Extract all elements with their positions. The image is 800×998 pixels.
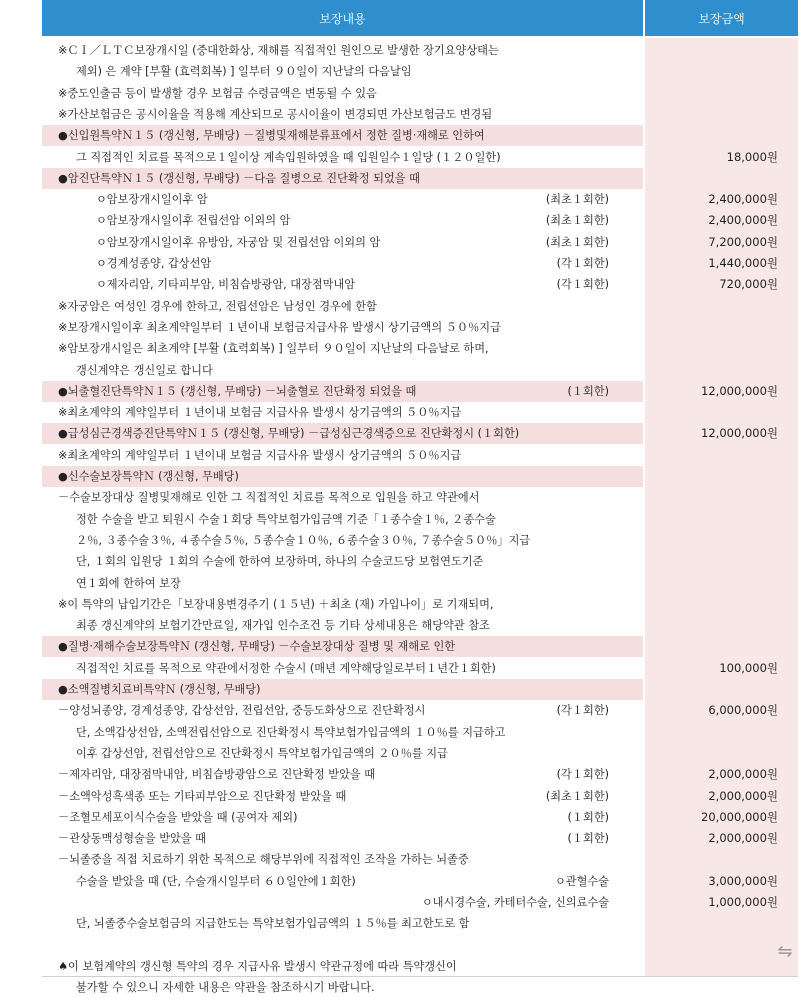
content-text: －뇌졸중을 직접 치료하기 위한 목적으로 해당부위에 직접적인 조작을 가하는 뇌졸중 [58, 853, 469, 867]
content-row [42, 764, 643, 785]
content-text: 갱신계약은 갱신일로 합니다 [76, 363, 213, 377]
content-row [42, 253, 643, 274]
content-text: －수술보장대상 질병및재해로 인한 그 직접적인 치료를 목적으로 입원을 하고 약관에서 [58, 491, 480, 505]
coverage-amount: 2,000,000원 [708, 767, 778, 782]
content-row [42, 338, 643, 359]
header-coverage-amount: 보장금액 [645, 0, 798, 36]
content-text: ２％, ３종수술３％, ４종수술５％, ５종수술１０％, ６종수술３０％, ７종수술５０％」지급 [76, 533, 531, 547]
content-row [42, 913, 643, 934]
content-row [42, 61, 643, 82]
content-text: 제외) 은 계약 [부활 (효력회복) ] 일부터 ９０일이 지난날의 다음날임 [76, 65, 412, 79]
limit-note: (최초１회한) [545, 193, 609, 207]
content-text: －조혈모세포이식수술을 받았을 때 (공여자 제외) [58, 810, 298, 824]
content-row [42, 743, 643, 764]
coverage-amount: 2,400,000원 [708, 192, 778, 207]
limit-note: (각１회한) [556, 704, 609, 718]
header-coverage-content: 보장내용 [42, 0, 643, 36]
limit-note: (최초１회한) [545, 789, 609, 803]
content-text: ㅇ제자리암, 기타피부암, 비침습방광암, 대장점막내암 [96, 278, 356, 292]
content-row [42, 189, 643, 210]
content-row [42, 487, 643, 508]
coverage-amount: 20,000,000원 [701, 809, 778, 824]
content-text: ※ＣＩ／ＬＴＣ보장개시일 (중대한화상, 재해를 직접적인 원인으로 발생한 장기요양상태는 [58, 44, 499, 57]
content-row [42, 849, 643, 870]
content-row [42, 232, 643, 253]
content-text: 최종 갱신계약의 보험기간만료일, 재가입 인수조건 등 기타 상세내용은 해당약관 참조 [76, 619, 490, 633]
limit-note: (최초１회한) [545, 214, 609, 228]
content-row [42, 594, 643, 615]
content-text: 단, １회의 입원당 １회의 수술에 한하여 보장하며, 하나의 수술코드당 보험연도기준 [76, 555, 484, 569]
coverage-amount: 12,000,000원 [701, 383, 778, 398]
coverage-amount: 7,200,000원 [708, 234, 778, 249]
limit-note: (１회한) [567, 832, 609, 846]
content-row [42, 360, 643, 381]
coverage-amount: 6,000,000원 [708, 703, 778, 718]
content-text: 정한 수술을 받고 퇴원시 수술１회당 특약보험가입금액 기준「１종수술１％, ２종수술 [76, 512, 496, 526]
content-row [42, 274, 643, 295]
content-row [42, 871, 643, 892]
limit-note: (각１회한) [556, 278, 609, 292]
content-row [42, 104, 643, 125]
limit-note: (각１회한) [556, 257, 609, 270]
coverage-amount: 2,400,000원 [708, 213, 778, 228]
content-text: ●뇌출혈진단특약Ｎ１５ (갱신형, 무배당) －뇌출혈로 진단확정 되었을 때 [58, 384, 417, 398]
content-row [42, 317, 643, 338]
content-row [42, 402, 643, 423]
content-text: 수술을 받았을 때 (단, 수술개시일부터 ６０일안에１회한) [76, 874, 356, 888]
coverage-amount: 3,000,000원 [708, 873, 778, 888]
content-text: ●신입원특약Ｎ１５ (갱신형, 무배당) －질병및재해분류표에서 정한 질병·재해로 인하여 [58, 129, 485, 143]
content-row [42, 956, 643, 977]
content-row [42, 210, 643, 231]
content-text: ●암진단특약Ｎ１５ (갱신형, 무배당) －다음 질병으로 진단확정 되었을 때 [58, 171, 420, 185]
rider-heading-row [42, 466, 643, 487]
coverage-content-column [42, 38, 643, 995]
content-row [42, 722, 643, 743]
content-text: －제자리암, 대장점막내암, 비침습방광암으로 진단확정 받았을 때 [58, 768, 376, 782]
content-row [42, 935, 643, 956]
coverage-amount: 100,000원 [719, 660, 778, 675]
content-text: 단, 뇌졸중수술보험금의 지급한도는 특약보험가입금액의 １５％를 최고한도로 함 [76, 917, 470, 931]
coverage-table [42, 0, 798, 995]
content-text: ※가산보험금은 공시이율을 적용해 계산되므로 공시이율이 변경되면 가산보험금도 변경됨 [58, 107, 493, 121]
content-text: ●급성심근경색증진단특약Ｎ１５ (갱신형, 무배당) －급성심근경색증으로 진단확정시 (１회한) [58, 427, 520, 441]
content-row [42, 828, 643, 849]
content-text: ㅇ암보장개시일이후 암 [96, 193, 208, 207]
rider-heading-row [42, 423, 643, 444]
content-text: 불가할 수 있으니 자세한 내용은 약관을 참조하시기 바랍니다. [76, 981, 375, 995]
content-text: ♠이 보험계약의 갱신형 특약의 경우 지급사유 발생시 약관규정에 따라 특약갱신이 [58, 959, 457, 973]
content-text: ※중도인출금 등이 발생할 경우 보험금 수령금액은 변동될 수 있음 [58, 86, 377, 100]
content-text: ※최초계약의 계약일부터 １년이내 보험금 지급사유 발생시 상기금액의 ５０％지급 [58, 406, 462, 420]
swap-arrows-icon[interactable]: ⇋ [777, 941, 793, 962]
content-text: ㅇ암보장개시일이후 전립선암 이외의 암 [96, 214, 291, 228]
content-row [42, 807, 643, 828]
content-row [42, 551, 643, 572]
content-row [42, 658, 643, 679]
content-text: 직접적인 치료를 목적으로 약관에서정한 수술시 (매년 계약해당일로부터１년간１회한) [76, 661, 496, 675]
content-text: ※이 특약의 납입기간은「보장내용변경주기 (１５년) ＋최초 (재) 가입나이」로 기재되며, [58, 597, 494, 611]
content-text: ●질병·재해수술보장특약Ｎ (갱신형, 무배당) －수술보장대상 질병 및 재해로 인한 [58, 640, 456, 654]
content-row [42, 615, 643, 636]
content-text: ●소액질병치료비특약Ｎ (갱신형, 무배당) [58, 683, 261, 696]
content-row [42, 509, 643, 530]
content-text: ※최초계약의 계약일부터 １년이내 보험금 지급사유 발생시 상기금액의 ５０％지급 [58, 448, 462, 462]
coverage-amount: 2,000,000원 [708, 788, 778, 803]
content-text: 단, 소액갑상선암, 소액전립선암으로 진단확정시 특약보험가입금액의 １０％를 지급하고 [76, 725, 506, 739]
content-text: ㅇ암보장개시일이후 유방암, 자궁암 및 전립선암 이외의 암 [96, 235, 381, 249]
content-row [42, 147, 643, 168]
limit-note: (１회한) [567, 810, 609, 824]
coverage-amount: 1,000,000원 [708, 895, 778, 909]
limit-note: ㅇ관혈수술 [554, 874, 609, 888]
content-row [42, 786, 643, 807]
content-row [42, 530, 643, 551]
coverage-amount: 18,000원 [726, 149, 778, 164]
table-header [42, 0, 798, 36]
coverage-amount: 1,440,000원 [708, 256, 778, 270]
content-row [42, 83, 643, 104]
content-row [42, 977, 643, 998]
rider-heading-row [42, 125, 643, 146]
rider-heading-row [42, 679, 643, 700]
limit-note: (각１회한) [556, 768, 609, 782]
rider-heading-row [42, 636, 643, 657]
content-row [42, 296, 643, 317]
content-row [42, 892, 643, 913]
content-text: ※암보장개시일은 최초계약 [부활 (효력회복) ] 일부터 ９０일이 지난날의 다음날로 하며, [58, 342, 489, 356]
content-text: ※보장개시일이후 최초계약일부터 １년이내 보험금지급사유 발생시 상기금액의 ５０％지급 [58, 320, 501, 334]
content-row [42, 573, 643, 594]
content-text: ※자궁암은 여성인 경우에 한하고, 전립선암은 남성인 경우에 한함 [58, 299, 377, 313]
coverage-amount: 2,000,000원 [708, 831, 778, 846]
coverage-amount: 12,000,000원 [701, 426, 778, 441]
content-row [42, 40, 643, 61]
coverage-amount: 720,000원 [719, 277, 778, 292]
rider-heading-row [42, 168, 643, 189]
content-text: 이후 갑상선암, 전립선암으로 진단확정시 특약보험가입금액의 ２０％를 지급 [76, 746, 448, 760]
content-text: －양성뇌종양, 경계성종양, 갑상선암, 전립선암, 중등도화상으로 진단확정시 [58, 704, 426, 718]
content-row [42, 700, 643, 721]
content-text: ㅇ경계성종양, 갑상선암 [96, 257, 212, 270]
limit-note: (최초１회한) [545, 235, 609, 249]
content-text: ●신수술보장특약Ｎ (갱신형, 무배당) [58, 470, 239, 483]
limit-note: (１회한) [567, 384, 609, 398]
content-text: －관상동맥성형술을 받았을 때 [58, 832, 206, 846]
content-text: －소액악성흑색종 또는 기타피부암으로 진단확정 받았을 때 [58, 789, 347, 803]
content-row [42, 445, 643, 466]
rider-heading-row [42, 381, 643, 402]
limit-note: ㅇ내시경수술, 카테터수술, 신의료수술 [421, 896, 609, 909]
content-text: 그 직접적인 치료를 목적으로１일이상 계속입원하였을 때 입원일수１일당 (１２０일한) [76, 150, 501, 164]
content-text: 연１회에 한하여 보장 [76, 576, 181, 590]
